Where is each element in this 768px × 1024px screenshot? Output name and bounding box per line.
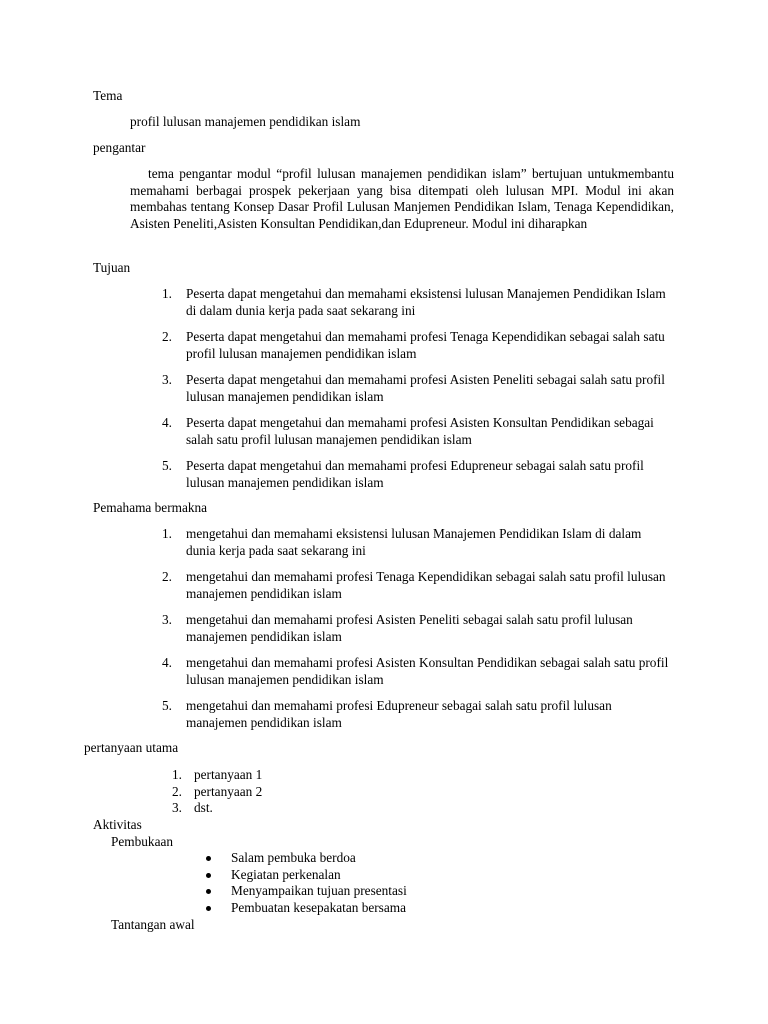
list-item-text: Peserta dapat mengetahui dan memahami profesi Asisten Konsultan Pendidikan sebagai salah satu profil lulusan manajemen pendidikan islam xyxy=(186,415,654,447)
list-item-number: 5. xyxy=(162,458,172,473)
list-item-text: Peserta dapat mengetahui dan memahami profesi Asisten Peneliti sebagai salah satu profil lulusan manajemen pendidikan islam xyxy=(186,372,665,404)
list-item-number: 3. xyxy=(172,800,182,815)
list-item xyxy=(162,612,674,645)
bullet-icon xyxy=(206,873,211,878)
tema-text: profil lulusan manajemen pendidikan islam xyxy=(130,114,361,129)
bullet-icon xyxy=(206,906,211,911)
pemahaman-heading: Pemahama bermakna xyxy=(93,500,208,515)
list-item xyxy=(162,286,674,319)
list-item xyxy=(162,415,674,448)
list-item-number: 4. xyxy=(162,655,172,670)
list-item-text: Peserta dapat mengetahui dan memahami profesi Edupreneur sebagai salah satu profil lulusan manajemen pendidikan islam xyxy=(186,458,644,490)
list-item-text: Peserta dapat mengetahui dan memahami profesi Tenaga Kependidikan sebagai salah satu profil lulusan manajemen pendidikan islam xyxy=(186,329,665,361)
list-item xyxy=(172,800,594,817)
list-item-number: 1. xyxy=(162,286,172,301)
aktivitas-heading: Aktivitas xyxy=(93,817,142,832)
list-item xyxy=(172,767,594,784)
bullet-icon xyxy=(206,856,211,861)
list-item xyxy=(162,569,674,602)
list-item-text: Salam pembuka berdoa xyxy=(231,850,356,865)
list-item-number: 2. xyxy=(162,329,172,344)
list-item-number: 1. xyxy=(172,767,182,782)
tantangan-heading: Tantangan awal xyxy=(111,917,195,932)
list-item-text: Kegiatan perkenalan xyxy=(231,866,341,882)
pembukaan-heading: Pembukaan xyxy=(111,834,174,849)
list-item xyxy=(162,526,674,559)
list-item-text: pertanyaan 1 xyxy=(194,767,263,782)
pertanyaan-list xyxy=(172,767,594,817)
list-item-number: 4. xyxy=(162,415,172,430)
list-item-number: 3. xyxy=(162,372,172,387)
list-item xyxy=(231,850,631,867)
list-item xyxy=(231,883,631,900)
list-item xyxy=(162,372,674,405)
pemahaman-list xyxy=(162,526,674,731)
list-item-number: 1. xyxy=(162,526,172,541)
list-item-text: Pembuatan kesepakatan bersama xyxy=(231,899,407,915)
pertanyaan-heading: pertanyaan utama xyxy=(84,740,179,755)
bullet-icon xyxy=(206,889,211,894)
list-item xyxy=(231,867,631,884)
list-item-text: Menyampaikan tujuan presentasi xyxy=(231,883,407,898)
list-item-text: mengetahui dan memahami profesi Tenaga Kependidikan sebagai salah satu profil lulusan manajemen pendidikan islam xyxy=(186,569,666,601)
tujuan-list xyxy=(162,286,674,491)
list-item-text: Peserta dapat mengetahui dan memahami eksistensi lulusan Manajemen Pendidikan Islam di dalam dunia kerja pada saat sekarang ini xyxy=(186,286,666,318)
tema-heading: Tema xyxy=(93,88,123,103)
list-item xyxy=(172,783,594,801)
pengantar-text: tema pengantar modul “profil lulusan manajemen pendidikan islam” bertujuan untukmembantu memahami berbagai prospek pekerjaan yang bisa ditempati oleh lulusan MPI. Modul ini akan membahas tentang Konsep Dasar Profil Lulusan Manjemen Pendidikan Islam, Tenaga Kependidikan, Asisten Peneliti,Asisten Konsultan Pendidikan,dan Edupreneur. Modul ini diharapkan xyxy=(130,166,674,231)
list-item-text: mengetahui dan memahami profesi Edupreneur sebagai salah satu profil lulusan manajemen pendidikan islam xyxy=(186,698,612,730)
pembukaan-list xyxy=(231,850,631,916)
tujuan-heading: Tujuan xyxy=(93,260,131,275)
list-item-number: 3. xyxy=(162,612,172,627)
list-item-text: pertanyaan 2 xyxy=(194,783,263,799)
pengantar-heading: pengantar xyxy=(93,140,146,155)
list-item-text: mengetahui dan memahami eksistensi lulusan Manajemen Pendidikan Islam di dalam dunia kerja pada saat sekarang ini xyxy=(186,526,642,558)
list-item xyxy=(162,655,674,688)
list-item-text: mengetahui dan memahami profesi Asisten Konsultan Pendidikan sebagai salah satu profil lulusan manajemen pendidikan islam xyxy=(186,655,669,687)
list-item-number: 2. xyxy=(162,569,172,584)
list-item-number: 2. xyxy=(172,783,182,799)
list-item-text: mengetahui dan memahami profesi Asisten Peneliti sebagai salah satu profil lulusan manajemen pendidikan islam xyxy=(186,612,633,644)
list-item-number: 5. xyxy=(162,698,172,713)
list-item xyxy=(231,900,631,917)
list-item xyxy=(162,458,674,491)
list-item xyxy=(162,329,674,362)
list-item xyxy=(162,698,674,731)
list-item-text: dst. xyxy=(194,800,213,815)
